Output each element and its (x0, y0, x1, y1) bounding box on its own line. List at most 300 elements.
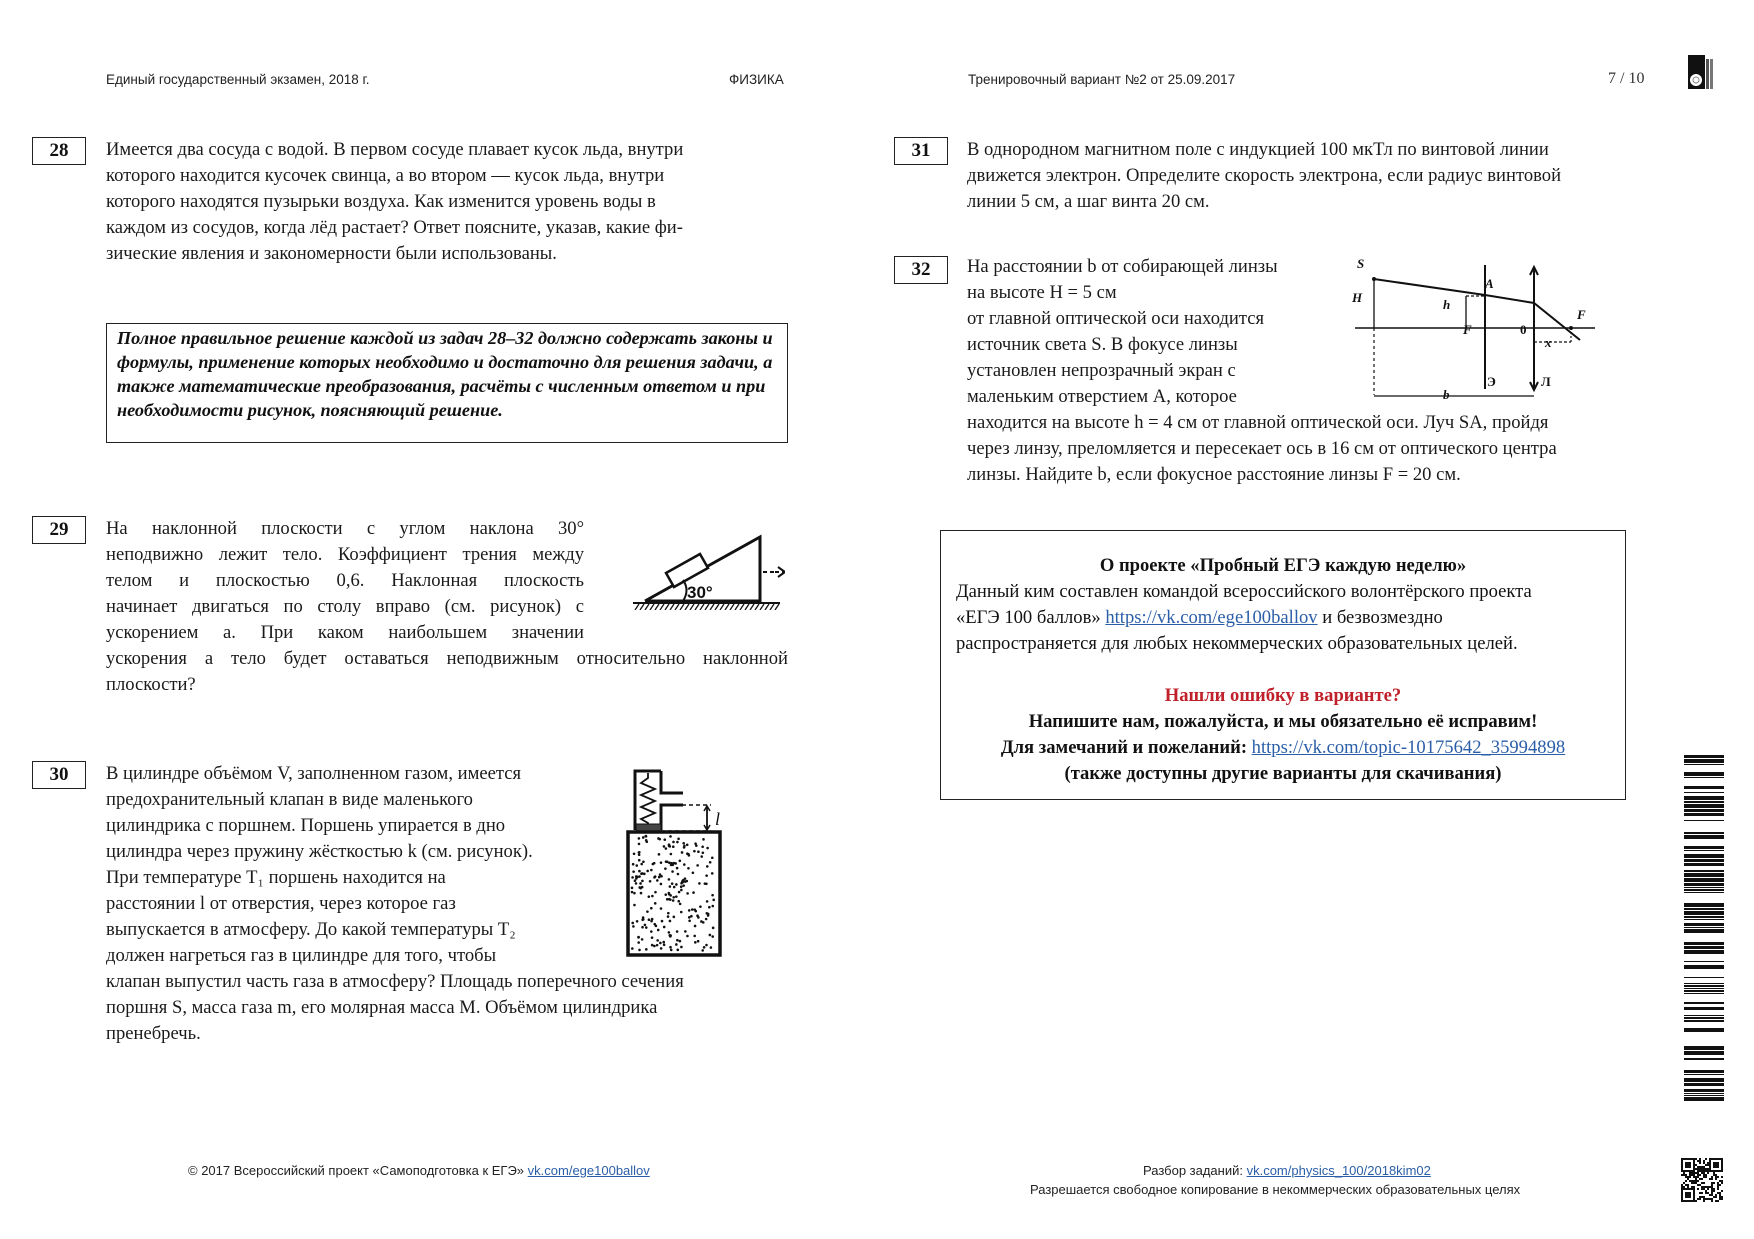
gas-particle (688, 909, 691, 912)
qr-module (1685, 1194, 1687, 1196)
qr-module (1693, 1180, 1695, 1182)
qr-module (1689, 1200, 1691, 1202)
qr-module (1687, 1162, 1689, 1164)
page-number: 7 / 10 (1608, 70, 1645, 87)
qr-module (1689, 1164, 1691, 1166)
qr-module (1699, 1178, 1701, 1180)
gas-particle (697, 850, 700, 853)
gas-particle (705, 874, 708, 877)
qr-module (1713, 1158, 1715, 1160)
qr-module (1691, 1200, 1693, 1202)
hatch-line (660, 604, 664, 610)
gas-particle (633, 904, 636, 907)
gas-particle (672, 899, 675, 902)
gas-particle (660, 883, 663, 886)
solution-requirements-note: Полное правильное решение каждой из задач 28–32 должно содержать законы и формулы, применение которых необходимо и достаточно для решения задачи, а также математические преобразования, расчёты с численным ответом и при необходимости рисунок, поясняющий решение. (106, 323, 788, 443)
qr-module (1703, 1188, 1705, 1190)
gas-particle (654, 902, 657, 905)
qr-module (1713, 1188, 1715, 1190)
qr-module (1689, 1158, 1691, 1160)
gas-particle (691, 908, 694, 911)
analysis-link[interactable]: vk.com/physics_100/2018kim02 (1246, 1163, 1431, 1178)
gas-particle (663, 845, 666, 848)
qr-module (1695, 1172, 1697, 1174)
hatch-line (685, 604, 689, 610)
qr-module (1701, 1178, 1703, 1180)
hatch-line (700, 604, 704, 610)
gas-particle (650, 869, 653, 872)
qr-module (1705, 1170, 1707, 1172)
qr-module (1701, 1166, 1703, 1168)
copyright-link[interactable]: vk.com/ege100ballov (527, 1163, 650, 1178)
hatch-line (765, 604, 769, 610)
qr-module (1719, 1158, 1721, 1160)
gas-particle (702, 921, 705, 924)
gas-particle (703, 946, 706, 949)
qr-module (1713, 1166, 1715, 1168)
qr-module (1717, 1188, 1719, 1190)
qr-module (1689, 1172, 1691, 1174)
hatch-line (680, 604, 684, 610)
gas-particle (693, 908, 696, 911)
qr-module (1681, 1186, 1683, 1188)
motion-arrow-icon (763, 567, 785, 577)
gas-particle (706, 912, 709, 915)
qr-module (1689, 1180, 1691, 1182)
qr-module (1683, 1182, 1685, 1184)
qr-module (1691, 1170, 1693, 1172)
text-line: На наклонной плоскости с углом наклона 30° (106, 518, 584, 539)
label-screen: Э (1487, 374, 1496, 389)
qr-module (1695, 1168, 1697, 1170)
gas-particle (662, 941, 665, 944)
qr-module (1709, 1166, 1711, 1168)
hatch-line (760, 604, 764, 610)
text-line: ускорения a тело будет оставаться неподвижным относительно наклонной (106, 648, 788, 669)
gas-particle (672, 845, 675, 848)
barcode-bar (1684, 1015, 1724, 1016)
hatch-line (645, 604, 649, 610)
gas-particle (656, 944, 659, 947)
label-S: S (1357, 256, 1365, 271)
gas-particle (663, 943, 666, 946)
gas-particle (672, 841, 675, 844)
qr-module (1703, 1182, 1705, 1184)
gas-particle (633, 892, 636, 895)
qr-module (1687, 1184, 1689, 1186)
barcode-bar (1684, 846, 1724, 849)
text-line: расстоянии l от отверстия, через которое газ (106, 893, 456, 914)
qr-module (1707, 1168, 1709, 1170)
barcode-bar (1684, 965, 1724, 969)
qr-module (1687, 1166, 1689, 1168)
qr-module (1693, 1192, 1695, 1194)
barcode-bar (1684, 961, 1724, 962)
qr-module (1699, 1166, 1701, 1168)
qr-module (1683, 1200, 1685, 1202)
qr-module (1705, 1176, 1707, 1178)
gas-particle (657, 929, 660, 932)
text-line: На расстоянии b от собирающей линзы (967, 256, 1278, 277)
text-line: линзы. Найдите b, если фокусное расстояние линзы F = 20 см. (967, 464, 1461, 485)
gas-particle (638, 853, 641, 856)
gas-particle (635, 864, 638, 867)
gas-particle (695, 844, 698, 847)
gas-particle (673, 886, 676, 889)
question-28-text (106, 137, 806, 267)
qr-module (1687, 1186, 1689, 1188)
barcode-bar (1684, 985, 1724, 987)
barcode-bar (1684, 804, 1724, 808)
qr-module (1685, 1176, 1687, 1178)
qr-module (1713, 1196, 1715, 1198)
qr-module (1701, 1192, 1703, 1194)
qr-module (1721, 1196, 1723, 1198)
qr-module (1685, 1184, 1687, 1186)
hatch-line (670, 604, 674, 610)
gas-particle (653, 923, 656, 926)
gas-particle (680, 911, 683, 914)
qr-module (1713, 1172, 1715, 1174)
error-report-title: Нашли ошибку в варианте? (1164, 685, 1402, 706)
text-line: находится на высоте h = 4 см от главной оптической оси. Луч SA, пройдя (967, 412, 1549, 433)
qr-module (1707, 1198, 1709, 1200)
dimension-l (661, 805, 711, 831)
gas-particle (654, 875, 657, 878)
gas-particle (710, 946, 713, 949)
qr-module (1715, 1200, 1717, 1202)
barcode-bar (1684, 923, 1724, 926)
gas-particle (711, 872, 714, 875)
gas-particle (668, 898, 671, 901)
text-line: неподвижно лежит тело. Коэффициент трения между (106, 544, 584, 565)
qr-module (1703, 1160, 1705, 1162)
inclined-plane-figure (615, 528, 785, 610)
qr-module (1709, 1178, 1711, 1180)
gas-particle (681, 851, 684, 854)
qr-module (1713, 1174, 1715, 1176)
text-line: через линзу, преломляется и пересекает ось в 16 см от оптического центра (967, 438, 1557, 459)
gas-particle (678, 891, 681, 894)
qr-module (1695, 1182, 1697, 1184)
barcode-bar (1684, 859, 1724, 862)
project-link[interactable]: https://vk.com/ege100ballov (1105, 607, 1318, 628)
barcode-bar (1684, 919, 1724, 920)
gas-particle (637, 936, 640, 939)
gas-particle (680, 889, 683, 892)
text-line: установлен непрозрачный экран с (967, 360, 1236, 381)
gas-particle (698, 882, 701, 885)
gas-particle (706, 847, 709, 850)
qr-module (1721, 1158, 1723, 1160)
gas-particle (668, 845, 671, 848)
analysis-label: Разбор заданий: (1143, 1163, 1247, 1178)
corner-marker-icon (1688, 55, 1714, 89)
label-O: 0 (1520, 322, 1527, 337)
question-30-text-tail (106, 969, 788, 1047)
gas-particle (631, 876, 634, 879)
gas-particle (682, 884, 685, 887)
qr-module (1721, 1182, 1723, 1184)
gas-particle (649, 880, 652, 883)
gas-particle (661, 920, 664, 923)
barcode-bar (1684, 990, 1724, 992)
qr-module (1721, 1168, 1723, 1170)
gas-particle (694, 925, 697, 928)
qr-module (1687, 1158, 1689, 1160)
gas-particle (688, 854, 691, 857)
qr-module (1685, 1192, 1687, 1194)
gas-particle (635, 875, 638, 878)
qr-module (1687, 1192, 1689, 1194)
label-h: h (1443, 297, 1451, 312)
qr-module (1713, 1170, 1715, 1172)
gas-particle (660, 861, 663, 864)
barcode-bar (1684, 1095, 1724, 1096)
qr-module (1715, 1162, 1717, 1164)
gas-particle (676, 930, 679, 933)
gas-particle (638, 843, 641, 846)
gas-particle (652, 863, 655, 866)
gas-particle (664, 867, 667, 870)
qr-module (1697, 1160, 1699, 1162)
gas-particle (683, 846, 686, 849)
qr-code[interactable] (1680, 1157, 1724, 1203)
hatch-line (665, 604, 669, 610)
qr-module (1693, 1186, 1695, 1188)
gas-particle (668, 878, 671, 881)
qr-module (1703, 1186, 1705, 1188)
text-line: ускорением a. При каком наибольшем значении (106, 622, 584, 643)
barcode-bar (1684, 777, 1724, 778)
qr-module (1711, 1200, 1713, 1202)
gas-particle (659, 942, 662, 945)
barcode-bar (1684, 883, 1724, 886)
gas-particle (706, 865, 709, 868)
footer-analysis (1143, 1163, 1431, 1178)
qr-module (1719, 1194, 1721, 1196)
gas-particle (639, 882, 642, 885)
qr-module (1699, 1184, 1701, 1186)
gas-particle (709, 861, 712, 864)
gas-particle (635, 882, 638, 885)
gas-particle (675, 943, 678, 946)
qr-module (1697, 1172, 1699, 1174)
qr-module (1693, 1172, 1695, 1174)
qr-module (1715, 1178, 1717, 1180)
qr-module (1685, 1170, 1687, 1172)
text-line: источник света S. В фокусе линзы (967, 334, 1238, 355)
text-line: телом и плоскостью 0,6. Наклонная плоскость (106, 570, 584, 591)
gas-particle (684, 930, 687, 933)
qr-module (1703, 1172, 1705, 1174)
qr-module (1713, 1162, 1715, 1164)
gas-particle (663, 926, 666, 929)
gas-particle (641, 880, 644, 883)
qr-module (1721, 1198, 1723, 1200)
qr-module (1693, 1164, 1695, 1166)
barcode-bar (1684, 916, 1724, 918)
qr-module (1681, 1196, 1683, 1198)
text-line: клапан выпустил часть газа в атмосферу? Площадь поперечного сечения (106, 971, 684, 992)
hatch-line (775, 604, 779, 610)
gas-particle (699, 905, 702, 908)
error-report-line: Напишите нам, пожалуйста, и мы обязательно её исправим! (1028, 711, 1538, 732)
qr-module (1699, 1160, 1701, 1162)
feedback-link[interactable]: https://vk.com/topic-10175642_35994898 (1251, 737, 1566, 758)
gas-particle (675, 883, 678, 886)
barcode-bar (1684, 1083, 1724, 1086)
text-line: каждом из сосудов, когда лёд растает? Ответ поясните, указав, какие фи- (106, 217, 683, 238)
barcode-bar (1684, 820, 1724, 821)
gas-particle (711, 935, 714, 938)
hatch-line (735, 604, 739, 610)
qr-module (1695, 1176, 1697, 1178)
qr-module (1703, 1168, 1705, 1170)
barcode-bar (1684, 801, 1724, 803)
qr-module (1687, 1194, 1689, 1196)
qr-module (1717, 1164, 1719, 1166)
gas-particle (643, 873, 646, 876)
qr-module (1703, 1174, 1705, 1176)
qr-module (1703, 1170, 1705, 1172)
qr-module (1709, 1160, 1711, 1162)
barcode-bar (1684, 1089, 1724, 1092)
qr-module (1697, 1166, 1699, 1168)
gas-particle (648, 918, 651, 921)
qr-module (1721, 1180, 1723, 1182)
barcode-bar (1684, 946, 1724, 949)
qr-module (1681, 1194, 1683, 1196)
gas-particle (684, 880, 687, 883)
barcode-bar (1684, 813, 1724, 816)
gas-particle (632, 925, 635, 928)
qr-module (1703, 1198, 1705, 1200)
text-line: линии 5 см, а шаг винта 20 см. (967, 191, 1210, 212)
barcode-bar (1684, 942, 1724, 945)
qr-module (1685, 1196, 1687, 1198)
qr-module (1717, 1158, 1719, 1160)
qr-module (1709, 1170, 1711, 1172)
barcode-bar (1684, 835, 1724, 839)
qr-module (1699, 1174, 1701, 1176)
qr-module (1697, 1180, 1699, 1182)
label-x: x (1545, 335, 1552, 350)
question-30-text (106, 761, 606, 969)
qr-module (1693, 1166, 1695, 1168)
gas-particle (658, 853, 661, 856)
gas-particle (677, 900, 680, 903)
qr-module (1699, 1162, 1701, 1164)
qr-module (1717, 1170, 1719, 1172)
hatch-line (655, 604, 659, 610)
qr-module (1685, 1162, 1687, 1164)
qr-module (1693, 1174, 1695, 1176)
gas-particle (671, 870, 674, 873)
gas-particle (633, 852, 636, 855)
qr-module (1681, 1184, 1683, 1186)
gas-particle (644, 924, 647, 927)
qr-module (1687, 1164, 1689, 1166)
qr-module (1681, 1170, 1683, 1172)
gas-particle (660, 947, 663, 950)
barcode-bar (1684, 927, 1724, 928)
barcode-bar (1684, 911, 1724, 915)
qr-module (1685, 1164, 1687, 1166)
gas-particle (656, 879, 659, 882)
barcode-bar (1684, 1007, 1724, 1010)
qr-module (1717, 1186, 1719, 1188)
qr-module (1695, 1200, 1697, 1202)
qr-module (1697, 1170, 1699, 1172)
gas-particle (637, 941, 640, 944)
gas-particle (663, 838, 666, 841)
qr-module (1715, 1196, 1717, 1198)
qr-module (1709, 1194, 1711, 1196)
gas-particle (702, 838, 705, 841)
qr-module (1685, 1180, 1687, 1182)
qr-module (1683, 1158, 1685, 1160)
gas-particle (642, 860, 645, 863)
qr-module (1703, 1200, 1705, 1202)
gas-particle (686, 844, 689, 847)
qr-module (1717, 1200, 1719, 1202)
gas-particle (712, 899, 715, 902)
barcode-bar (1684, 873, 1724, 877)
spring (641, 773, 655, 826)
gas-particle (638, 886, 641, 889)
hatch-line (730, 604, 734, 610)
barcode-bar (1684, 1070, 1724, 1073)
qr-module (1705, 1186, 1707, 1188)
gas-particle (631, 891, 634, 894)
gas-particle (654, 891, 657, 894)
gas-particle (638, 875, 641, 878)
text-line: предохранительный клапан в виде маленького (106, 789, 473, 810)
gas-particle (642, 916, 645, 919)
gas-particle (670, 949, 673, 952)
qr-module (1701, 1172, 1703, 1174)
gas-particle (676, 939, 679, 942)
text-line: поршня S, масса газа m, его молярная масса M. Объёмом цилиндрика (106, 997, 658, 1018)
footer-license: Разрешается свободное копирование в некоммерческих образовательных целях (1030, 1182, 1521, 1197)
hatch-line (740, 604, 744, 610)
text-line: выпускается в атмосферу. До какой температуры T₂ (106, 919, 516, 940)
gas-particle (667, 915, 670, 918)
question-number-29: 29 (32, 516, 86, 544)
feedback-label: Для замечаний и пожеланий: (1000, 737, 1252, 758)
qr-module (1693, 1198, 1695, 1200)
barcode-bar (1684, 983, 1724, 984)
gas-particle (676, 867, 679, 870)
qr-module (1711, 1184, 1713, 1186)
barcode-bar (1684, 1002, 1724, 1004)
subject-title: ФИЗИКА (729, 72, 784, 87)
qr-module (1681, 1190, 1683, 1192)
question-32-text (967, 254, 1337, 410)
gas-particle (683, 863, 686, 866)
qr-module (1685, 1166, 1687, 1168)
gas-particle (669, 885, 672, 888)
qr-module (1697, 1174, 1699, 1176)
qr-module (1681, 1198, 1683, 1200)
hatch-line (635, 604, 639, 610)
label-A: A (1485, 276, 1494, 291)
qr-module (1693, 1162, 1695, 1164)
qr-module (1699, 1198, 1701, 1200)
barcode-bar (1684, 759, 1724, 763)
barcode-bar (1684, 929, 1724, 933)
